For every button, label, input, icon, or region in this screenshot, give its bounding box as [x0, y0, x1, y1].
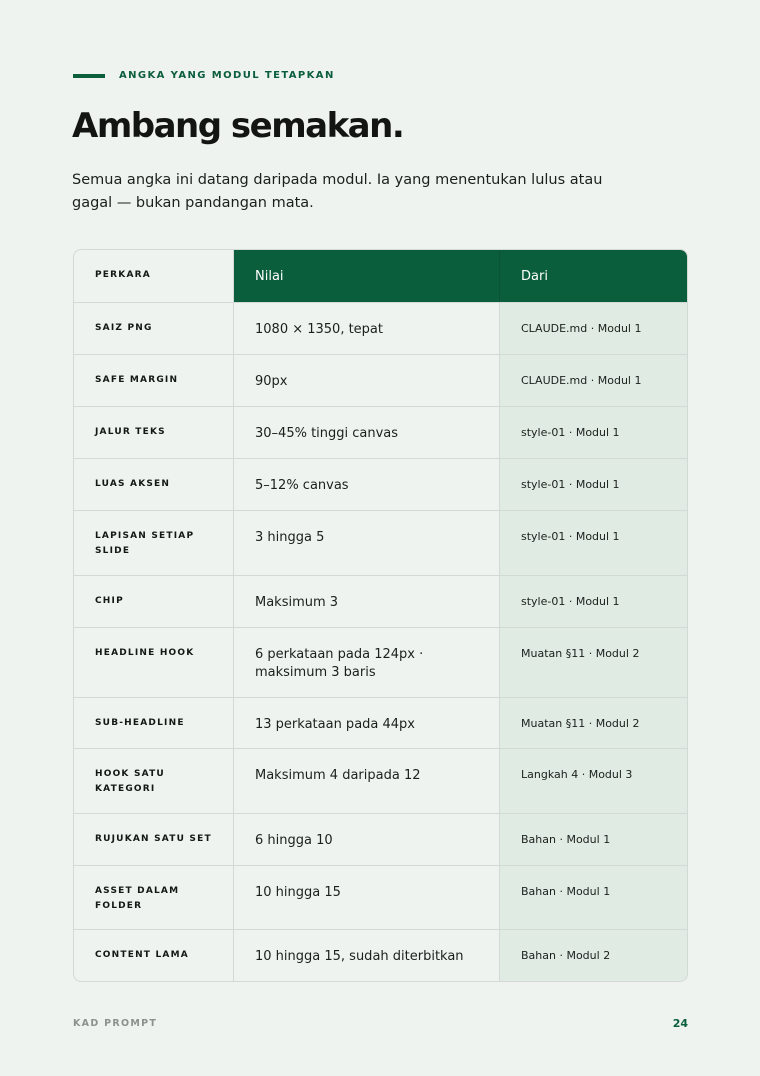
- source-cell: [500, 749, 687, 813]
- item-label: LUAS AKSEN: [95, 479, 171, 489]
- source-text: style-01 · Modul 1: [521, 595, 620, 608]
- value-text: 90px: [255, 374, 288, 389]
- item-cell: [74, 459, 234, 510]
- item-cell: [74, 407, 234, 458]
- item-label: CHIP: [95, 596, 124, 606]
- item-cell: [74, 303, 234, 354]
- intro-paragraph: Semua angka ini datang daripada modul. Ia yang menentukan lulus atau gagal — bukan pandangan mata.: [72, 172, 603, 211]
- table-row: [74, 865, 687, 929]
- table-row: [74, 697, 687, 748]
- source-cell: [500, 303, 687, 354]
- value-text: 1080 × 1350, tepat: [255, 322, 384, 337]
- table-row: [74, 813, 687, 865]
- table-row: [74, 575, 687, 627]
- source-text: Bahan · Modul 1: [521, 885, 611, 898]
- value-cell: [234, 511, 500, 575]
- value-text: 10 hingga 15, sudah diterbitkan: [255, 949, 464, 964]
- value-cell: [234, 459, 500, 510]
- table-header-row: [74, 250, 687, 302]
- item-cell: [74, 749, 234, 813]
- item-cell: [74, 930, 234, 981]
- value-text: 3 hingga 5: [255, 530, 325, 545]
- page-title: Ambang semakan.: [72, 106, 404, 146]
- source-cell: [500, 511, 687, 575]
- header-source-label: Dari: [521, 269, 548, 284]
- value-text: Maksimum 3: [255, 595, 339, 610]
- value-cell: [234, 303, 500, 354]
- table-row: [74, 929, 687, 981]
- source-text: CLAUDE.md · Modul 1: [521, 322, 642, 335]
- value-cell: [234, 355, 500, 406]
- value-text: 30–45% tinggi canvas: [255, 426, 399, 441]
- source-text: style-01 · Modul 1: [521, 478, 620, 491]
- value-cell: [234, 749, 500, 813]
- item-cell: [74, 866, 234, 929]
- item-label: CONTENT LAMA: [95, 950, 189, 960]
- item-label: RUJUKAN SATU SET: [95, 834, 212, 844]
- value-cell: [234, 576, 500, 627]
- value-text: 6 perkataan pada 124px · maksimum 3 baris: [255, 647, 424, 680]
- table-row: [74, 627, 687, 697]
- header-cell-item: [74, 250, 234, 302]
- value-text: Maksimum 4 daripada 12: [255, 768, 421, 783]
- item-label: SUB-HEADLINE: [95, 718, 185, 728]
- value-cell: [234, 698, 500, 748]
- item-label: HEADLINE HOOK: [95, 648, 195, 658]
- header-cell-value: [234, 250, 500, 302]
- table-row: [74, 406, 687, 458]
- item-label: SAIZ PNG: [95, 323, 153, 333]
- source-cell: [500, 628, 687, 697]
- source-text: Muatan §11 · Modul 2: [521, 717, 640, 730]
- item-label: SAFE MARGIN: [95, 375, 179, 385]
- item-cell: [74, 355, 234, 406]
- item-cell: [74, 511, 234, 575]
- source-cell: [500, 698, 687, 748]
- source-text: Bahan · Modul 2: [521, 949, 611, 962]
- header-cell-source: [500, 250, 687, 302]
- item-label: HOOK SATU KATEGORI: [95, 769, 165, 794]
- item-label: LAPISAN SETIAP SLIDE: [95, 531, 195, 556]
- page-number: 24: [672, 1017, 688, 1030]
- source-cell: [500, 407, 687, 458]
- source-cell: [500, 866, 687, 929]
- value-cell: [234, 628, 500, 697]
- table-row: [74, 302, 687, 354]
- value-cell: [234, 930, 500, 981]
- source-cell: [500, 355, 687, 406]
- header-value-label: Nilai: [255, 269, 284, 284]
- value-text: 13 perkataan pada 44px: [255, 717, 415, 732]
- value-text: 5–12% canvas: [255, 478, 349, 493]
- header-item-label: PERKARA: [95, 270, 151, 280]
- source-text: Langkah 4 · Modul 3: [521, 768, 633, 781]
- value-cell: [234, 866, 500, 929]
- item-cell: [74, 814, 234, 865]
- source-text: Bahan · Modul 1: [521, 833, 611, 846]
- item-cell: [74, 576, 234, 627]
- threshold-table: [73, 249, 688, 982]
- item-label: JALUR TEKS: [95, 427, 166, 437]
- item-cell: [74, 698, 234, 748]
- source-text: CLAUDE.md · Modul 1: [521, 374, 642, 387]
- table-row: [74, 458, 687, 510]
- source-text: Muatan §11 · Modul 2: [521, 647, 640, 660]
- value-cell: [234, 814, 500, 865]
- footer-label: KAD PROMPT: [73, 1018, 158, 1029]
- source-cell: [500, 576, 687, 627]
- item-label: ASSET DALAM FOLDER: [95, 886, 180, 911]
- item-cell: [74, 628, 234, 697]
- source-text: style-01 · Modul 1: [521, 426, 620, 439]
- source-cell: [500, 459, 687, 510]
- source-cell: [500, 930, 687, 981]
- table-row: [74, 354, 687, 406]
- table-row: [74, 510, 687, 575]
- eyebrow-text: ANGKA YANG MODUL TETAPKAN: [119, 70, 335, 81]
- source-text: style-01 · Modul 1: [521, 530, 620, 543]
- source-cell: [500, 814, 687, 865]
- eyebrow-accent-bar: [73, 74, 105, 78]
- value-cell: [234, 407, 500, 458]
- value-text: 6 hingga 10: [255, 833, 333, 848]
- table-row: [74, 748, 687, 813]
- value-text: 10 hingga 15: [255, 885, 341, 900]
- section-eyebrow: [73, 70, 335, 81]
